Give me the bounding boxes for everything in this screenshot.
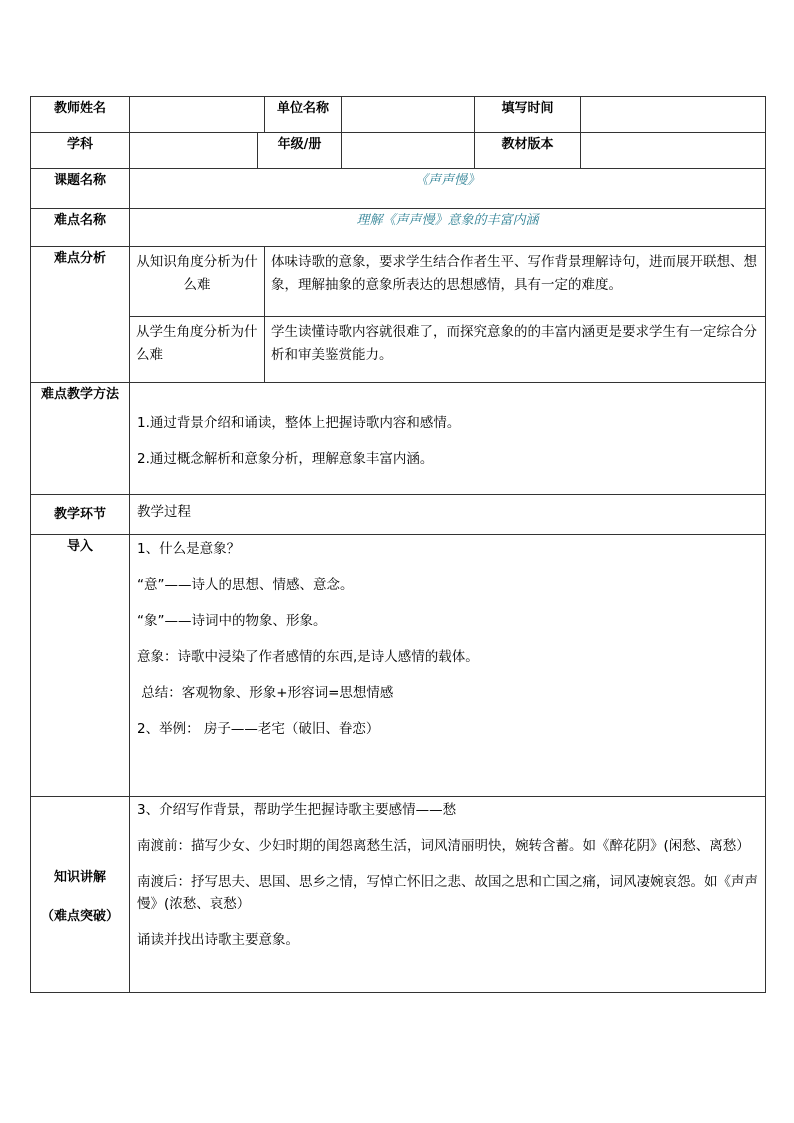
grade-label: 年级/册 <box>258 133 342 169</box>
knowledge-angle-text: 从知识角度分析为什么难 <box>136 254 258 293</box>
student-angle-desc: 学生读懂诗歌内容就很难了，而探究意象的的丰富内涵更是要求学生有一定综合分析和审美鉴赏能力。 <box>271 324 757 363</box>
intro-line: 2、举例： 房子——老宅（破旧、眷恋） <box>137 721 380 737</box>
student-angle-label <box>130 317 265 383</box>
teaching-method-label: 难点教学方法 <box>31 383 130 495</box>
intro-line: 意象：诗歌中浸染了作者感情的东西,是诗人感情的载体。 <box>137 649 479 665</box>
intro-line: 1、什么是意象？ <box>137 541 241 557</box>
lesson-plan-table <box>30 96 766 993</box>
student-angle-content <box>265 317 766 383</box>
lesson-title-label: 课题名称 <box>31 169 130 209</box>
subject-label: 学科 <box>31 133 130 169</box>
teacher-name-label: 教师姓名 <box>31 97 130 133</box>
intro-line: “意”——诗人的思想、情感、意念。 <box>137 577 354 593</box>
subject-value[interactable] <box>130 133 258 169</box>
teacher-name-value[interactable] <box>130 97 265 133</box>
intro-content <box>130 535 766 797</box>
difficulty-name-label: 难点名称 <box>31 209 130 247</box>
teaching-process-header <box>130 495 766 535</box>
knowledge-angle-desc: 体味诗歌的意象，要求学生结合作者生平、写作背景理解诗句，进而展开联想、想象，理解抽象的意象所表达的思想感情，具有一定的难度。 <box>271 254 757 293</box>
knowledge-angle-label <box>130 247 265 317</box>
intro-line: “象”——诗词中的物象、形象。 <box>137 613 327 629</box>
teaching-process-text: 教学过程 <box>137 504 191 520</box>
teaching-method-content <box>130 383 766 495</box>
knowledge-label-cell <box>31 797 130 993</box>
fill-time-value[interactable] <box>581 97 766 133</box>
student-angle-text: 从学生角度分析为什么难 <box>136 324 258 363</box>
unit-name-value[interactable] <box>342 97 475 133</box>
textbook-value[interactable] <box>581 133 766 169</box>
textbook-label: 教材版本 <box>475 133 581 169</box>
intro-label: 导入 <box>31 535 130 797</box>
lesson-title-value: 《声声慢》 <box>130 169 766 209</box>
knowledge-label: 知识讲解 <box>53 869 106 885</box>
grade-value[interactable] <box>342 133 475 169</box>
knowledge-line: 南渡后：抒写思夫、思国、思乡之情，写悼亡怀旧之悲、故国之思和亡国之痛，词风凄婉哀怨。如《声声慢》(浓愁、哀愁） <box>137 874 758 912</box>
knowledge-line: 3、介绍写作背景，帮助学生把握诗歌主要感情——愁 <box>137 802 457 818</box>
knowledge-sublabel: （难点突破） <box>40 908 119 924</box>
knowledge-line: 南渡前：描写少女、少妇时期的闺怨离愁生活，词风清丽明快，婉转含蓄。如《醉花阴》(闲愁、离愁） <box>137 838 750 854</box>
difficulty-analysis-label: 难点分析 <box>31 247 130 383</box>
intro-line: 总结：客观物象、形象+形容词=思想情感 <box>137 685 394 701</box>
method-item: 2.通过概念解析和意象分析，理解意象丰富内涵。 <box>137 450 434 467</box>
unit-name-label: 单位名称 <box>265 97 342 133</box>
fill-time-label: 填写时间 <box>475 97 581 133</box>
knowledge-content <box>130 797 766 993</box>
knowledge-line: 诵读并找出诗歌主要意象。 <box>137 932 299 948</box>
teaching-step-label: 教学环节 <box>31 495 130 535</box>
method-item: 1.通过背景介绍和诵读，整体上把握诗歌内容和感情。 <box>137 414 461 431</box>
difficulty-name-value: 理解《声声慢》意象的丰富内涵 <box>130 209 766 247</box>
knowledge-angle-content <box>265 247 766 317</box>
